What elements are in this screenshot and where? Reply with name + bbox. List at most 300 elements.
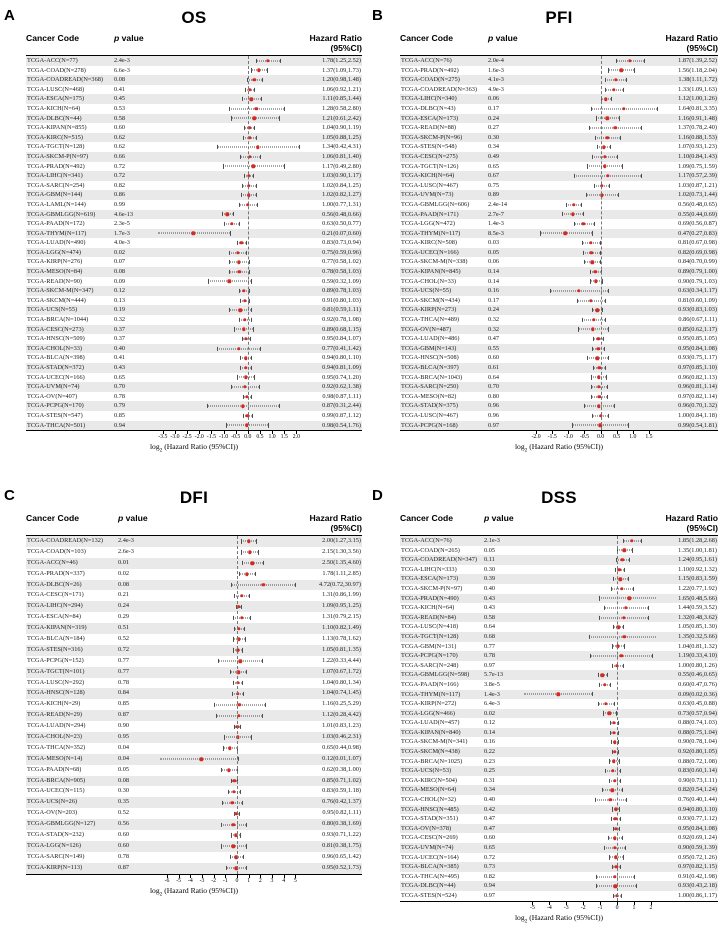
table-row — [26, 841, 362, 852]
ci-cap-upper — [240, 833, 241, 837]
table-row — [400, 277, 718, 287]
cell-cancer-code: TCGA-TGCT(N=126) — [401, 162, 459, 170]
cell-hazard-ratio: 0.96(0.65,1.42) — [322, 852, 361, 860]
axis-tick-label: 1.5 — [280, 434, 288, 441]
cell-forest-plot — [158, 152, 300, 162]
ci-cap-upper — [267, 68, 268, 72]
ci-cap-lower — [593, 337, 594, 341]
cell-hazard-ratio: 1.03(0.46,2.31) — [322, 733, 361, 741]
axis-tick-label: -2 — [580, 904, 586, 911]
cell-forest-plot — [158, 181, 300, 191]
ci-cap-lower — [596, 884, 597, 888]
cell-forest-plot — [528, 238, 658, 248]
axis-tick-label: 2.0 — [292, 434, 300, 441]
axis-tick-label: 0.5 — [613, 434, 621, 441]
hazard-ratio-point — [597, 395, 600, 398]
hazard-ratio-point — [237, 347, 240, 350]
cell-forest-plot — [160, 558, 300, 569]
hazard-ratio-point — [257, 69, 260, 72]
cell-hazard-ratio: 1.12(0.28,4.42) — [322, 711, 361, 719]
hazard-ratio-point — [620, 69, 623, 72]
table-row — [26, 732, 362, 743]
ci-cap-upper — [652, 654, 653, 658]
cell-p-value: 0.97 — [488, 421, 500, 429]
cell-hazard-ratio: 1.04(0.80,1.34) — [322, 678, 361, 686]
x-axis — [400, 430, 718, 452]
table-row — [400, 94, 718, 104]
hazard-ratio-point — [237, 627, 240, 630]
cell-p-value: 0.41 — [114, 354, 126, 362]
cell-p-value: 0.96 — [488, 411, 500, 419]
cell-forest-plot — [524, 546, 656, 556]
hazard-ratio-point — [601, 673, 604, 676]
hazard-ratio-point — [231, 801, 234, 804]
cell-hazard-ratio: 1.04(0.90,1.19) — [322, 124, 361, 132]
cell-p-value: 0.22 — [484, 748, 496, 756]
cell-forest-plot — [524, 594, 656, 604]
cell-p-value: 0.62 — [114, 143, 126, 151]
ci-cap-lower — [599, 615, 600, 619]
cell-forest-plot — [158, 104, 300, 114]
cell-p-value: 0.32 — [488, 316, 500, 324]
table-row — [26, 171, 362, 181]
cell-p-value: 2.3e-5 — [114, 220, 130, 228]
hazard-ratio-point — [239, 660, 242, 663]
hazard-ratio-point — [606, 174, 609, 177]
column-header-plot-area — [158, 33, 300, 53]
hazard-ratio-point — [603, 683, 606, 686]
forest-rows — [400, 536, 718, 901]
cell-p-value: 0.58 — [484, 613, 496, 621]
ci-cap-upper — [621, 894, 622, 898]
panel-title: OS — [181, 8, 207, 27]
cell-hazard-ratio: 0.96(0.82,1.13) — [678, 373, 717, 381]
hazard-ratio-point — [609, 798, 612, 801]
table-row — [400, 421, 718, 431]
hazard-ratio-point — [236, 692, 239, 695]
hazard-ratio-point — [597, 404, 600, 407]
cell-p-value: 0.77 — [118, 656, 130, 664]
table-row — [26, 248, 362, 258]
ci-cap-lower — [229, 308, 230, 312]
cell-p-value: 0.30 — [488, 133, 500, 141]
ci-cap-upper — [250, 337, 251, 341]
table-row — [400, 680, 718, 690]
cell-p-value: 0.55 — [488, 344, 500, 352]
table-row — [26, 56, 362, 66]
cell-forest-plot — [528, 392, 658, 402]
table-row — [400, 238, 718, 248]
hazard-ratio-point — [604, 702, 607, 705]
cell-hazard-ratio: 0.21(0.07,0.60) — [322, 229, 361, 237]
ci-cap-lower — [240, 155, 241, 159]
ci-cap-upper — [611, 97, 612, 101]
table-row — [400, 162, 718, 172]
cell-forest-plot — [528, 104, 658, 114]
cell-forest-plot — [160, 656, 300, 667]
hazard-ratio-point — [612, 88, 615, 91]
table-row — [26, 104, 362, 114]
ci-cap-lower — [224, 735, 225, 739]
ci-cap-upper — [617, 155, 618, 159]
table-row — [26, 558, 362, 569]
ci-cap-upper — [238, 757, 239, 761]
cell-cancer-code: TCGA-SKCM(N=434) — [401, 296, 460, 304]
table-row — [400, 574, 718, 584]
ci-cap-upper — [230, 231, 231, 235]
ci-cap-upper — [602, 279, 603, 283]
cell-hazard-ratio: 0.93(0.43,2.18) — [678, 882, 717, 890]
cell-hazard-ratio: 1.09(0.75,1.59) — [678, 162, 717, 170]
cell-hazard-ratio: 0.91(0.80,1.03) — [322, 296, 361, 304]
cell-hazard-ratio: 0.96(0.81,1.14) — [678, 383, 717, 391]
cell-forest-plot — [524, 833, 656, 843]
ci-cap-lower — [224, 222, 225, 226]
cell-hazard-ratio: 0.55(0.46,0.65) — [678, 671, 717, 679]
ci-cap-lower — [229, 260, 230, 264]
ci-cap-lower — [601, 97, 602, 101]
panel-title: DSS — [541, 488, 577, 507]
cell-cancer-code: TCGA-UCEC(N=164) — [401, 853, 459, 861]
hazard-ratio-point — [232, 790, 235, 793]
cell-cancer-code: TCGA-KIPAN(N=845) — [401, 268, 461, 276]
cell-hazard-ratio: 1.31(0.79,2.15) — [322, 613, 361, 621]
cell-cancer-code: TCGA-PRAD(N=490) — [401, 594, 459, 602]
ci-cap-lower — [207, 404, 208, 408]
ci-cap-lower — [226, 866, 227, 870]
axis-tick-label: 2 — [258, 877, 262, 884]
hazard-ratio-point — [613, 846, 616, 849]
cell-p-value: 0.78 — [118, 852, 130, 860]
cell-cancer-code: TCGA-CESC(N=275) — [401, 152, 458, 160]
cell-forest-plot — [158, 421, 300, 431]
cell-hazard-ratio: 1.22(0.33,4.44) — [322, 656, 361, 664]
cell-cancer-code: TCGA-SKCM-P(N=97) — [401, 584, 463, 592]
ci-cap-lower — [611, 587, 612, 591]
ci-cap-upper — [619, 807, 620, 811]
ci-cap-upper — [632, 548, 633, 552]
ci-cap-lower — [222, 801, 223, 805]
hazard-ratio-point — [623, 549, 626, 552]
ci-cap-lower — [223, 164, 224, 168]
cell-p-value: 0.49 — [488, 152, 500, 160]
cell-p-value: 0.16 — [484, 738, 496, 746]
hazard-ratio-point — [244, 357, 247, 360]
hazard-ratio-point — [612, 731, 615, 734]
table-row — [400, 133, 718, 143]
cell-hazard-ratio: 0.63(0.45,0.88) — [678, 700, 717, 708]
cell-hazard-ratio: 1.11(0.85,1.44) — [322, 95, 361, 103]
cell-hazard-ratio: 0.81(0.38,1.75) — [322, 841, 361, 849]
hazard-ratio-point — [571, 213, 574, 216]
hazard-ratio-point — [244, 376, 247, 379]
cell-forest-plot — [528, 133, 658, 143]
ci-cap-lower — [603, 711, 604, 715]
cell-cancer-code: TCGA-CESC(N=269) — [401, 834, 458, 842]
ci-cap-upper — [246, 251, 247, 255]
table-row — [26, 325, 362, 335]
cell-forest-plot — [528, 142, 658, 152]
hazard-ratio-point — [613, 875, 616, 878]
cell-cancer-code: TCGA-LUAD(N=294) — [27, 722, 86, 730]
cell-forest-plot — [158, 325, 300, 335]
axis-tick-label: 4 — [282, 877, 286, 884]
table-row — [26, 353, 362, 363]
cell-hazard-ratio: 0.89(0.78,1.03) — [322, 287, 361, 295]
cell-p-value: 0.40 — [114, 344, 126, 352]
ci-cap-upper — [622, 788, 623, 792]
cell-forest-plot — [528, 219, 658, 229]
cell-hazard-ratio: 0.84(0.70,0.99) — [678, 258, 717, 266]
cell-hazard-ratio: 0.97(0.82,1.14) — [678, 392, 717, 400]
column-header-p-value: p value — [488, 33, 518, 43]
hazard-ratio-point — [614, 808, 617, 811]
cell-hazard-ratio: 0.82(0.54,1.24) — [678, 786, 717, 794]
cell-forest-plot — [160, 699, 300, 710]
table-row — [26, 830, 362, 841]
table-row — [26, 363, 362, 373]
hazard-ratio-point — [246, 414, 249, 417]
ci-cap-lower — [222, 212, 223, 216]
hazard-ratio-point — [597, 385, 600, 388]
ci-cap-lower — [578, 327, 579, 331]
ci-cap-upper — [239, 222, 240, 226]
ci-cap-lower — [241, 550, 242, 554]
cell-hazard-ratio: 0.90(0.73,1.11) — [678, 776, 717, 784]
cell-forest-plot — [528, 171, 658, 181]
table-row — [400, 805, 718, 815]
hazard-ratio-point — [200, 758, 203, 761]
cell-p-value: 0.47 — [484, 815, 496, 823]
ci-cap-lower — [242, 97, 243, 101]
hazard-ratio-point — [577, 289, 580, 292]
table-row — [26, 75, 362, 85]
hazard-ratio-point — [239, 309, 242, 312]
cell-p-value: 0.47 — [488, 335, 500, 343]
cell-forest-plot — [160, 688, 300, 699]
column-header-hazard-ratio: Hazard Ratio (95%CI) — [309, 33, 362, 53]
ci-cap-lower — [217, 347, 218, 351]
cell-p-value: 0.84 — [118, 689, 130, 697]
ci-cap-lower — [590, 654, 591, 658]
cell-cancer-code: TCGA-PCPG(N=170) — [27, 402, 84, 410]
cell-forest-plot — [524, 603, 656, 613]
axis-tick-label: -1 — [597, 904, 603, 911]
cell-cancer-code: TCGA-ACC(N=76) — [401, 57, 452, 64]
ci-cap-upper — [623, 87, 624, 91]
hazard-ratio-point — [236, 681, 239, 684]
cell-p-value: 0.37 — [114, 325, 126, 333]
cell-hazard-ratio: 1.35(0.32,5.66) — [678, 632, 717, 640]
cell-hazard-ratio: 1.19(0.33,4.10) — [678, 652, 717, 660]
hazard-ratio-point — [564, 232, 567, 235]
cell-hazard-ratio: 0.81(0.59,1.11) — [322, 306, 361, 314]
cell-hazard-ratio: 0.59(0.32,1.09) — [322, 277, 361, 285]
ci-cap-lower — [240, 299, 241, 303]
axis-title: $\log_2$ (Hazard Ratio (95%CI)) — [149, 442, 239, 454]
table-row — [400, 853, 718, 863]
hazard-ratio-point — [247, 540, 250, 543]
cell-p-value: 6.4e-3 — [484, 700, 500, 708]
cell-forest-plot — [524, 565, 656, 575]
table-row — [400, 699, 718, 709]
cell-p-value: 0.42 — [484, 805, 496, 813]
cell-forest-plot — [158, 133, 300, 143]
ci-cap-lower — [230, 855, 231, 859]
cell-p-value: 0.94 — [484, 882, 496, 890]
cell-forest-plot — [160, 765, 300, 776]
ci-cap-lower — [615, 567, 616, 571]
hazard-ratio-point — [245, 424, 248, 427]
forest-rows — [26, 56, 362, 430]
ci-cap-upper — [251, 366, 252, 370]
cell-p-value: 0.96 — [488, 402, 500, 410]
axis-tick-label: 1 — [247, 877, 251, 884]
ci-cap-upper — [254, 375, 255, 379]
cell-p-value: 0.14 — [484, 728, 496, 736]
cell-p-value: 0.60 — [114, 124, 126, 132]
cell-cancer-code: TCGA-SARC(N=248) — [401, 661, 459, 669]
cell-p-value: 0.02 — [118, 569, 130, 577]
column-header-p-value: p value — [114, 33, 144, 43]
cell-forest-plot — [524, 613, 656, 623]
cell-cancer-code: TCGA-GBM(N=143) — [401, 344, 457, 352]
cell-forest-plot — [524, 728, 656, 738]
cell-forest-plot — [158, 286, 300, 296]
ci-cap-upper — [242, 648, 243, 652]
axis-tick-label: -1.5 — [206, 434, 216, 441]
ci-cap-lower — [592, 347, 593, 351]
table-header — [400, 33, 718, 56]
column-header-plot-area — [528, 33, 658, 53]
cell-p-value: 0.64 — [488, 373, 500, 381]
cell-cancer-code: TCGA-COAD(N=265) — [401, 546, 460, 554]
cell-forest-plot — [160, 776, 300, 787]
cell-hazard-ratio: 4.72(0.72,30.97) — [319, 580, 361, 588]
cell-p-value: 0.86 — [114, 191, 126, 199]
axis-tick-label: 5 — [293, 877, 297, 884]
ci-cap-upper — [605, 318, 606, 322]
ci-cap-upper — [237, 779, 238, 783]
cell-cancer-code: TCGA-PCPG(N=170) — [401, 652, 458, 660]
ci-cap-upper — [251, 735, 252, 739]
cell-hazard-ratio: 0.97(0.82,1.15) — [678, 863, 717, 871]
cell-cancer-code: TCGA-LGG(N=472) — [401, 220, 455, 228]
cell-forest-plot — [524, 747, 656, 757]
ci-cap-upper — [246, 241, 247, 245]
cell-hazard-ratio: 1.04(0.81,1.32) — [678, 642, 717, 650]
cell-hazard-ratio: 0.83(0.59,1.18) — [322, 787, 361, 795]
ci-cap-lower — [592, 155, 593, 159]
cell-cancer-code: TCGA-BLCA(N=184) — [27, 635, 85, 643]
cell-p-value: 0.12 — [484, 719, 496, 727]
ci-cap-lower — [595, 135, 596, 139]
cell-p-value: 0.51 — [118, 624, 130, 632]
cell-hazard-ratio: 0.78(0.58,1.03) — [322, 268, 361, 276]
column-header-cancer-code: Cancer Code — [26, 513, 80, 523]
cell-forest-plot — [528, 248, 658, 258]
table-row — [400, 795, 718, 805]
axis-tick-label: 1.5 — [645, 434, 653, 441]
table-row — [400, 373, 718, 383]
cell-hazard-ratio: 0.99(0.54,1.81) — [678, 421, 717, 429]
ci-cap-upper — [620, 779, 621, 783]
axis-tick-label: -0.5 — [231, 434, 241, 441]
hazard-ratio-point — [242, 289, 245, 292]
cell-p-value: 0.60 — [118, 831, 130, 839]
cell-hazard-ratio: 0.76(0.42,1.37) — [322, 798, 361, 806]
cell-hazard-ratio: 1.35(1.00,1.81) — [678, 546, 717, 554]
cell-cancer-code: TCGA-THCA(N=352) — [27, 743, 86, 751]
cell-p-value: 0.56 — [118, 820, 130, 828]
cell-hazard-ratio: 0.56(0.48,0.66) — [322, 210, 361, 218]
axis-tick-label: -5 — [530, 904, 535, 911]
hazard-ratio-point — [242, 328, 245, 331]
cell-hazard-ratio: 1.87(1.39,2.52) — [678, 57, 717, 64]
cell-hazard-ratio: 1.02(0.73,1.44) — [678, 191, 717, 199]
cell-cancer-code: TCGA-GBMLGG(N=598) — [401, 671, 470, 679]
table-row — [400, 814, 718, 824]
cell-p-value: 0.11 — [484, 556, 495, 564]
hazard-ratio-point — [240, 594, 243, 597]
cell-hazard-ratio: 1.15(0.83,1.59) — [678, 575, 717, 583]
cell-forest-plot — [158, 171, 300, 181]
cell-forest-plot — [158, 200, 300, 210]
cell-hazard-ratio: 1.07(0.93,1.23) — [678, 143, 717, 151]
cell-hazard-ratio: 0.95(0.72,1.26) — [678, 853, 717, 861]
ci-cap-upper — [618, 721, 619, 725]
panel-pfi — [400, 8, 718, 452]
cell-p-value: 0.95 — [118, 733, 130, 741]
table-row — [400, 584, 718, 594]
cell-p-value: 0.14 — [488, 277, 500, 285]
cell-p-value: 8.5e-3 — [488, 229, 504, 237]
cell-cancer-code: TCGA-LUSC(N=468) — [27, 85, 85, 93]
ci-cap-upper — [626, 798, 627, 802]
table-row — [26, 688, 362, 699]
cell-cancer-code: TCGA-LIHC(N=341) — [27, 172, 83, 180]
cell-p-value: 0.03 — [488, 239, 500, 247]
hazard-ratio-point — [572, 203, 575, 206]
table-row — [26, 123, 362, 133]
cell-hazard-ratio: 0.69(0.56,0.87) — [678, 220, 717, 228]
cell-cancer-code: TCGA-COAD(N=275) — [401, 76, 460, 84]
ci-cap-upper — [623, 855, 624, 859]
ci-cap-lower — [242, 561, 243, 565]
ci-cap-upper — [268, 423, 269, 427]
cell-p-value: 0.78 — [118, 678, 130, 686]
table-row — [400, 210, 718, 220]
cell-p-value: 0.34 — [484, 786, 496, 794]
ci-cap-lower — [241, 193, 242, 197]
cell-cancer-code: TCGA-TGCT(N=128) — [27, 143, 85, 151]
ci-cap-upper — [251, 318, 252, 322]
ci-cap-lower — [221, 823, 222, 827]
cell-p-value: 2.0e-4 — [488, 57, 504, 64]
cell-forest-plot — [160, 732, 300, 743]
cell-forest-plot — [528, 411, 658, 421]
cell-cancer-code: TCGA-UCEC(N=166) — [27, 373, 85, 381]
cell-forest-plot — [160, 580, 300, 591]
ci-cap-upper — [260, 347, 261, 351]
cell-hazard-ratio: 1.21(0.61,2.42) — [322, 114, 361, 122]
ci-cap-lower — [237, 241, 238, 245]
ci-cap-upper — [601, 270, 602, 274]
cell-forest-plot — [528, 152, 658, 162]
hazard-ratio-point — [596, 337, 599, 340]
cell-forest-plot — [528, 315, 658, 325]
ci-cap-upper — [600, 241, 601, 245]
